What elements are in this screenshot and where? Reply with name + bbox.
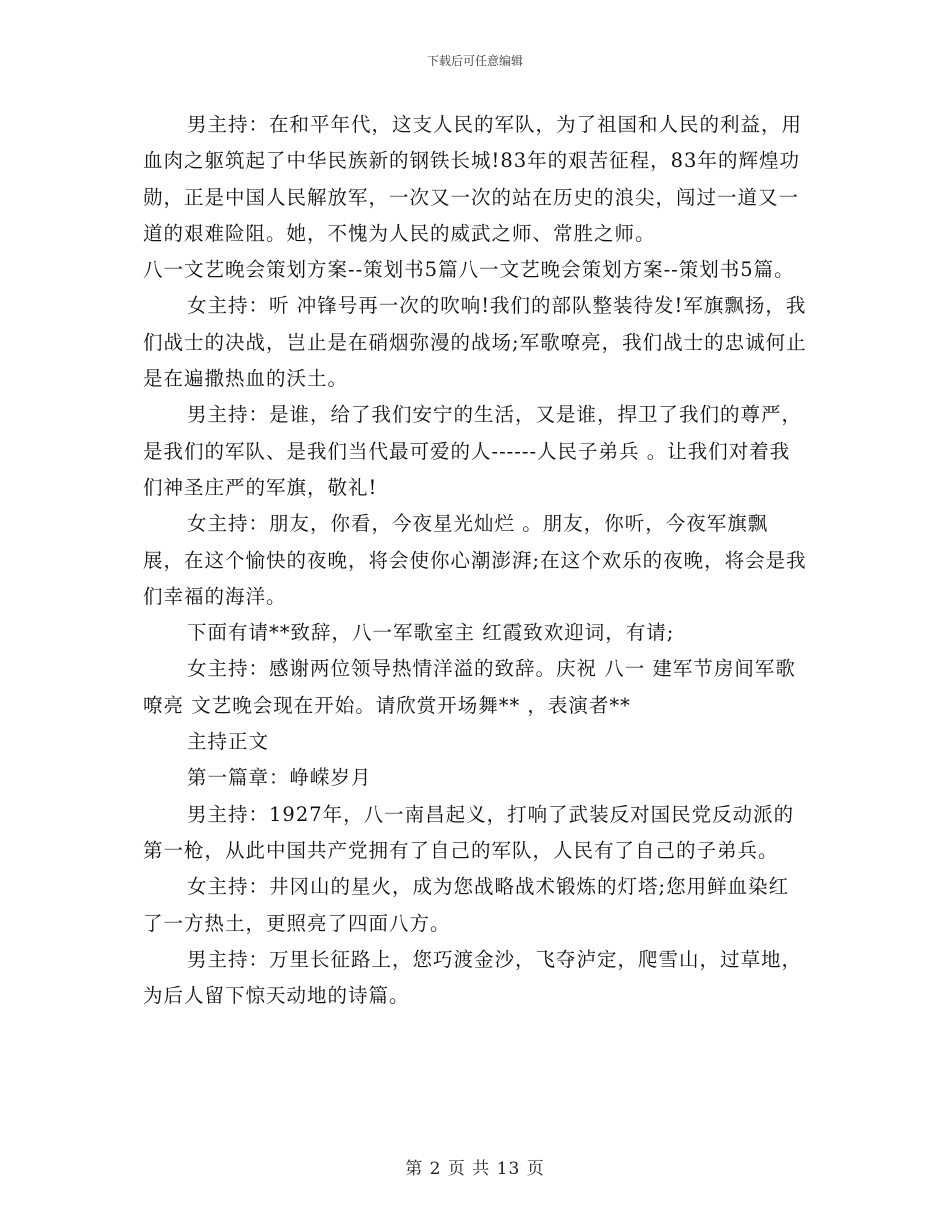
chapter-title: 第一篇章：峥嵘岁月	[187, 766, 372, 790]
page-header: 下载后可任意编辑	[426, 54, 523, 68]
paragraph-7: 女主持：感谢两位领导热情洋溢的致辞。庆祝 八一 建军节房间军歌嘹亮 文艺晚会现在开始。请欣赏开场舞** ，表演者**	[143, 657, 796, 717]
paragraph-3: 女主持：听 冲锋号再一次的吹响!我们的部队整装待发!军旗飘扬，我们战士的决战，岂止是在硝烟弥漫的战场;军歌嘹亮，我们战士的忠诚何止是在遍撒热血的沃土。	[143, 294, 807, 391]
paragraph-2: 八一文艺晚会策划方案--策划书5篇八一文艺晚会策划方案--策划书5篇。	[143, 258, 795, 282]
page-number: 第 2 页 共 13 页	[405, 1159, 545, 1179]
paragraph-10: 男主持：1927年，八一南昌起义，打响了武装反对国民党反动派的第一枪，从此中国共产党拥有了自己的军队，人民有了自己的子弟兵。	[143, 802, 795, 862]
paragraph-12: 男主持：万里长征路上，您巧渡金沙，飞夺泸定，爬雪山，过草地，为后人留下惊天动地的诗篇。	[143, 947, 803, 1008]
paragraph-4: 男主持：是谁，给了我们安宁的生活，又是谁，捍卫了我们的尊严，是我们的军队、是我们当代最可爱的人------人民子弟兵 。让我们对着我们神圣庄严的军旗，敬礼!	[143, 403, 803, 499]
paragraph-11: 女主持：井冈山的星火，成为您战略战术锻炼的灯塔;您用鲜血染红了一方热土，更照亮了四面八方。	[143, 875, 790, 935]
paragraph-6: 下面有请**致辞，八一军歌室主 红霞致欢迎词，有请;	[187, 621, 675, 645]
paragraph-5: 女主持：朋友，你看，今夜星光灿烂 。朋友，你听，今夜军旗飘展，在这个愉快的夜晚，将会使你心潮澎湃;在这个欢乐的夜晚，将会是我们幸福的海洋。	[143, 512, 807, 608]
document-body	[143, 107, 808, 1014]
section-title: 主持正文	[187, 730, 270, 754]
paragraph-1: 男主持：在和平年代，这支人民的军队，为了祖国和人民的利益，用血肉之躯筑起了中华民族新的钢铁长城!83年的艰苦征程，83年的辉煌功勋，正是中国人民解放军，一次又一次的站在历史的浪尖，闯过一道又一道的艰难险阻。她，不愧为人民的威武之师、常胜之师。	[143, 113, 803, 245]
